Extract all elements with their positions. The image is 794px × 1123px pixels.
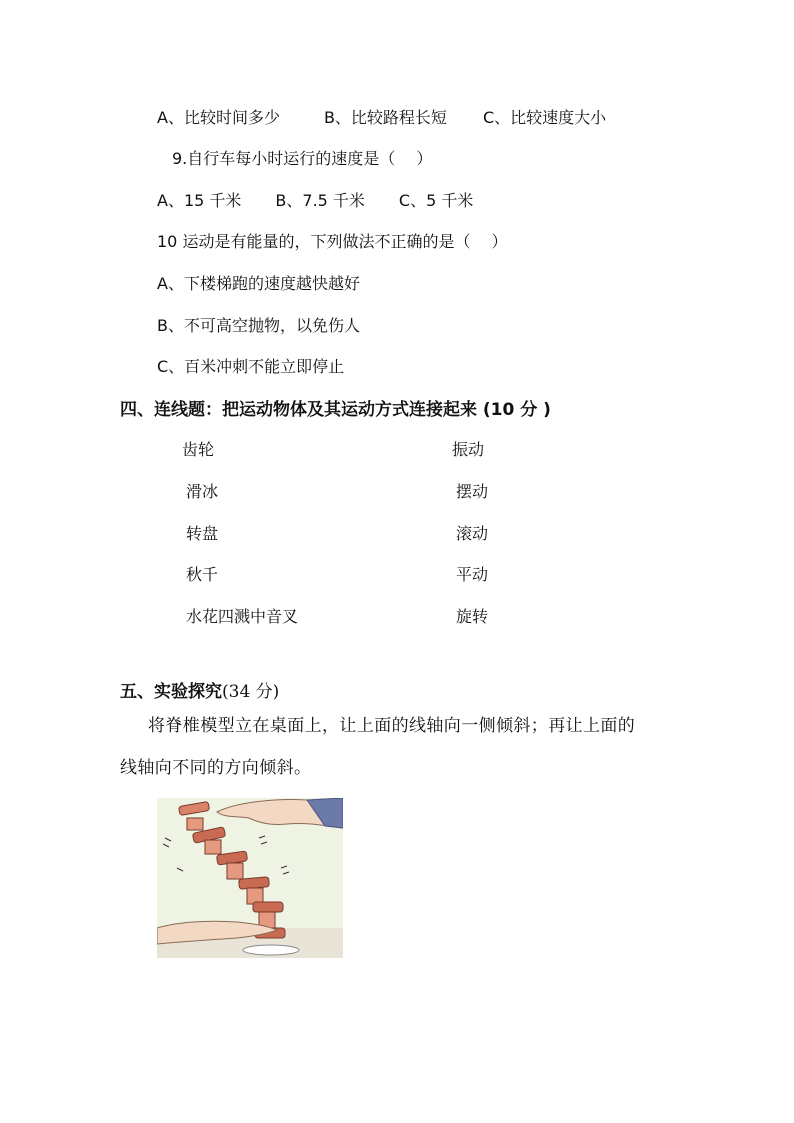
object-item: 转盘 <box>186 524 219 543</box>
motion-item: 平动 <box>456 565 489 584</box>
q8-options <box>157 108 640 128</box>
section4-title: 四、连线题：把运动物体及其运动方式连接起来 (10 分 ) <box>120 400 551 420</box>
q10-option-b: B、不可高空抛物，以免伤人 <box>157 316 360 335</box>
q8-option-b: B、比较路程长短 <box>323 108 447 127</box>
section5-paragraph-line2: 线轴向不同的方向倾斜。 <box>120 758 312 778</box>
motion-item: 旋转 <box>456 607 489 626</box>
q8-option-c: C、比较速度大小 <box>482 108 607 127</box>
section5-title-text: 五、实验探究 <box>120 682 222 702</box>
section5-score: (34 分) <box>222 682 280 702</box>
spine-model-illustration <box>157 798 343 958</box>
q10-option-a: A、下楼梯跑的速度越快越好 <box>157 274 360 293</box>
object-item: 水花四溅中音叉 <box>186 607 299 626</box>
motion-item: 振动 <box>452 440 485 459</box>
section5-title <box>120 681 279 703</box>
q9-options <box>157 191 507 211</box>
q8-option-a: A、比较时间多少 <box>157 108 280 127</box>
motion-item: 滚动 <box>456 524 489 543</box>
spine-model-svg <box>157 798 343 958</box>
motion-item: 摆动 <box>456 482 489 501</box>
q9-option-c: C、5 千米 <box>398 191 474 210</box>
q10-option-c: C、百米冲刺不能立即停止 <box>157 357 345 376</box>
q9-option-b: B、7.5 千米 <box>275 191 365 210</box>
section5-paragraph-line1: 将脊椎模型立在桌面上，让上面的线轴向一侧倾斜；再让上面的 <box>148 716 636 736</box>
q10-question: 10 运动是有能量的，下列做法不正确的是（ ） <box>157 232 508 251</box>
object-item: 齿轮 <box>182 440 215 459</box>
object-item: 滑冰 <box>186 482 219 501</box>
q9-option-a: A、15 千米 <box>157 191 242 210</box>
object-item: 秋千 <box>186 565 219 584</box>
q9-question: 9.自行车每小时运行的速度是（ ） <box>172 149 433 168</box>
